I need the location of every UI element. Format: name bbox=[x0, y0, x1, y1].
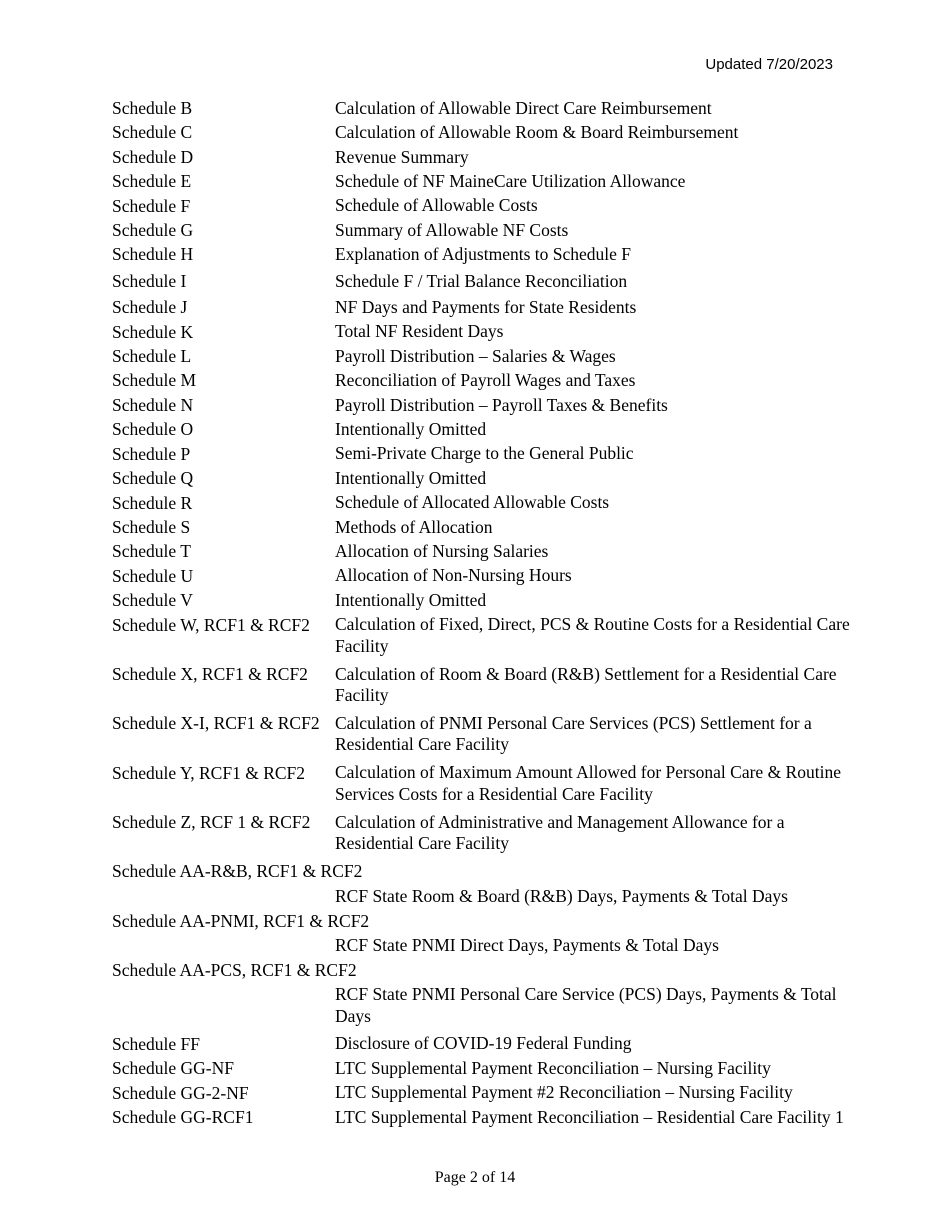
schedule-name: Schedule R bbox=[112, 492, 193, 513]
schedule-name: Schedule Z, RCF 1 & RCF2 bbox=[112, 812, 311, 833]
schedule-name: Schedule X, RCF1 & RCF2 bbox=[112, 663, 308, 684]
schedule-name: Schedule N bbox=[112, 394, 194, 415]
schedule-list bbox=[112, 96, 852, 1133]
schedule-description: RCF State PNMI Personal Care Service (PCS) Days, Payments & Total Days bbox=[335, 984, 837, 1026]
schedule-row bbox=[112, 320, 852, 344]
schedule-description: NF Days and Payments for State Residents bbox=[335, 296, 637, 317]
schedule-description: Calculation of Room & Board (R&B) Settlement for a Residential Care Facility bbox=[335, 663, 837, 706]
schedule-row bbox=[112, 1105, 852, 1130]
schedule-description: Schedule F / Trial Balance Reconciliation bbox=[335, 270, 628, 291]
schedule-description: Calculation of Administrative and Management Allowance for a Residential Care Facility bbox=[335, 811, 785, 854]
schedule-name: Schedule I bbox=[112, 270, 187, 291]
schedule-row bbox=[112, 1056, 852, 1080]
schedule-name: Schedule J bbox=[112, 297, 188, 318]
schedule-description: RCF State Room & Board (R&B) Days, Payments & Total Days bbox=[335, 885, 788, 906]
schedule-name: Schedule Q bbox=[112, 468, 194, 489]
schedule-name: Schedule C bbox=[112, 122, 193, 143]
schedule-row bbox=[112, 1081, 852, 1105]
schedule-description: Payroll Distribution – Salaries & Wages bbox=[335, 345, 616, 366]
schedule-description: RCF State PNMI Direct Days, Payments & Total Days bbox=[335, 934, 719, 955]
schedule-description: Intentionally Omitted bbox=[335, 589, 487, 610]
schedule-row bbox=[112, 242, 852, 266]
schedule-description: Disclosure of COVID-19 Federal Funding bbox=[335, 1033, 632, 1054]
schedule-name: Schedule U bbox=[112, 565, 194, 586]
schedule-row bbox=[112, 417, 852, 441]
schedule-row bbox=[112, 269, 852, 293]
schedule-description: LTC Supplemental Payment Reconciliation – Nursing Facility bbox=[335, 1057, 771, 1078]
schedule-description: Semi-Private Charge to the General Public bbox=[335, 443, 634, 464]
schedule-description: Explanation of Adjustments to Schedule F bbox=[335, 244, 632, 265]
schedule-description: Calculation of Fixed, Direct, PCS & Routine Costs for a Residential Care Facility bbox=[335, 614, 850, 656]
schedule-name: Schedule W, RCF1 & RCF2 bbox=[112, 614, 310, 635]
schedule-name: Schedule S bbox=[112, 516, 191, 537]
schedule-description: LTC Supplemental Payment #2 Reconciliation – Nursing Facility bbox=[335, 1082, 793, 1103]
schedule-name: Schedule H bbox=[112, 244, 194, 265]
schedule-description: Reconciliation of Payroll Wages and Taxes bbox=[335, 370, 636, 391]
schedule-row bbox=[112, 810, 852, 856]
updated-date: Updated 7/20/2023 bbox=[705, 56, 833, 73]
schedule-name: Schedule D bbox=[112, 146, 194, 167]
schedule-name: Schedule X-I, RCF1 & RCF2 bbox=[112, 713, 320, 734]
schedule-row bbox=[112, 145, 852, 169]
schedule-name: Schedule L bbox=[112, 346, 192, 367]
schedule-description: LTC Supplemental Payment Reconciliation – Residential Care Facility 1 bbox=[335, 1106, 844, 1127]
schedule-name: Schedule B bbox=[112, 98, 193, 118]
schedule-row bbox=[112, 491, 852, 515]
schedule-description: Summary of Allowable NF Costs bbox=[335, 219, 569, 240]
schedule-name: Schedule V bbox=[112, 590, 193, 611]
page-number: Page 2 of 14 bbox=[434, 1169, 516, 1186]
schedule-heading: Schedule AA-PCS, RCF1 & RCF2 bbox=[112, 959, 357, 980]
schedule-name: Schedule K bbox=[112, 321, 194, 342]
schedule-row bbox=[112, 711, 852, 757]
schedule-name: Schedule T bbox=[112, 541, 191, 562]
schedule-name: Schedule FF bbox=[112, 1033, 200, 1054]
schedule-row bbox=[112, 218, 852, 242]
schedule-row bbox=[112, 564, 852, 588]
schedule-name: Schedule E bbox=[112, 171, 192, 192]
schedule-row bbox=[112, 96, 852, 120]
schedule-name: Schedule GG-NF bbox=[112, 1058, 234, 1079]
schedule-row bbox=[112, 393, 852, 417]
schedule-row bbox=[112, 368, 852, 392]
schedule-row bbox=[112, 662, 852, 708]
schedule-description: Allocation of Non-Nursing Hours bbox=[335, 565, 572, 586]
schedule-name: Schedule F bbox=[112, 195, 191, 216]
schedule-name: Schedule GG-RCF1 bbox=[112, 1106, 254, 1127]
schedule-name: Schedule M bbox=[112, 370, 197, 391]
schedule-name: Schedule Y, RCF1 & RCF2 bbox=[112, 762, 306, 783]
schedule-description: Allocation of Nursing Salaries bbox=[335, 541, 549, 561]
schedule-description: Intentionally Omitted bbox=[335, 418, 487, 439]
schedule-name: Schedule GG-2-NF bbox=[112, 1082, 249, 1103]
schedule-description: Payroll Distribution – Payroll Taxes & Benefits bbox=[335, 394, 668, 415]
schedule-row bbox=[112, 442, 852, 466]
schedule-row bbox=[112, 613, 852, 659]
schedule-row bbox=[112, 466, 852, 490]
schedule-description: Intentionally Omitted bbox=[335, 467, 487, 488]
schedule-description: Methods of Allocation bbox=[335, 516, 493, 537]
schedule-row bbox=[112, 1032, 852, 1056]
schedule-row bbox=[112, 515, 852, 539]
schedule-name: Schedule P bbox=[112, 443, 191, 464]
schedule-description: Schedule of NF MaineCare Utilization Allowance bbox=[335, 170, 686, 191]
schedule-name: Schedule O bbox=[112, 419, 194, 440]
schedule-row bbox=[112, 539, 852, 563]
schedule-name: Schedule G bbox=[112, 220, 194, 241]
schedule-row bbox=[112, 344, 852, 368]
schedule-row bbox=[112, 295, 852, 319]
schedule-description: Calculation of Allowable Room & Board Reimbursement bbox=[335, 122, 739, 143]
schedule-description: Calculation of Allowable Direct Care Reimbursement bbox=[335, 97, 712, 118]
schedule-row bbox=[112, 194, 852, 218]
schedule-heading: Schedule AA-PNMI, RCF1 & RCF2 bbox=[112, 910, 370, 931]
schedule-description: Schedule of Allowable Costs bbox=[335, 195, 538, 216]
schedule-description: Total NF Resident Days bbox=[335, 321, 504, 342]
schedule-description: Calculation of Maximum Amount Allowed for Personal Care & Routine Services Costs for a Residential Care Facility bbox=[335, 762, 841, 804]
schedule-row bbox=[112, 761, 852, 807]
schedule-description: Calculation of PNMI Personal Care Services (PCS) Settlement for a Residential Care Facility bbox=[335, 712, 812, 755]
schedule-description: Schedule of Allocated Allowable Costs bbox=[335, 492, 610, 513]
schedule-description: Revenue Summary bbox=[335, 146, 469, 167]
schedule-row bbox=[112, 120, 852, 144]
schedule-row bbox=[112, 588, 852, 612]
schedule-heading: Schedule AA-R&B, RCF1 & RCF2 bbox=[112, 861, 363, 882]
schedule-row bbox=[112, 169, 852, 193]
